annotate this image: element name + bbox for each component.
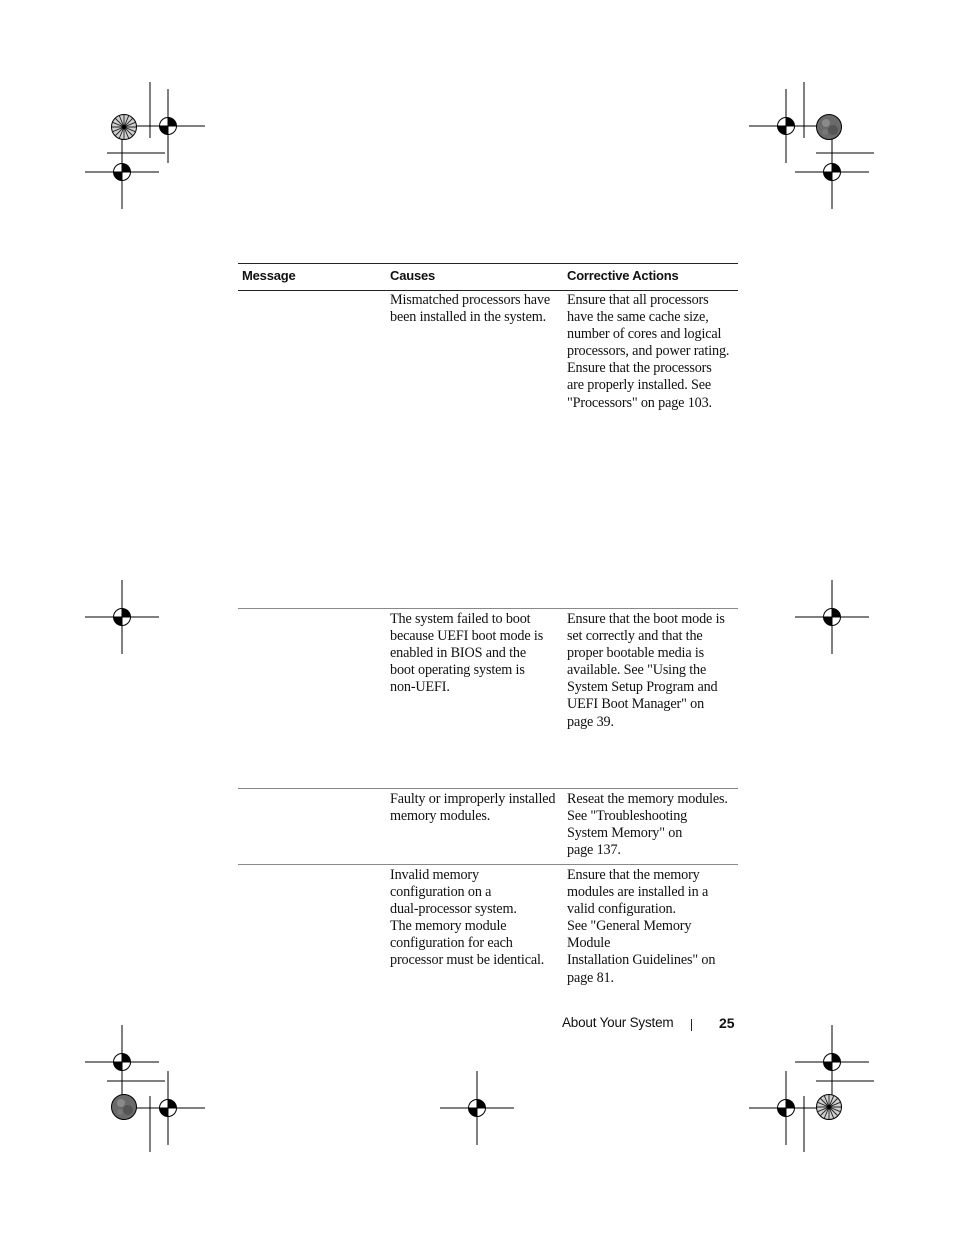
row-divider (238, 864, 738, 865)
row-actions: Ensure that the memory modules are installed in a valid configuration. See "General Memory Module Installation Guidelines" on page 81. (567, 867, 716, 986)
table-header (238, 263, 738, 291)
row-causes: The system failed to boot because UEFI boot mode is enabled in BIOS and the boot operating system is non-UEFI. (390, 611, 544, 696)
footer-separator (691, 1019, 692, 1031)
header-message: Message (242, 268, 296, 283)
header-causes: Causes (390, 268, 436, 283)
footer-section-title: About Your System (562, 1015, 674, 1030)
row-actions: Ensure that the boot mode is set correctly and that the proper bootable media is available. See "Using the System Setup Program and UEFI Boot Manager" on page 39. (567, 611, 725, 730)
header-corrective-actions: Corrective Actions (567, 268, 679, 283)
row-divider (238, 608, 738, 609)
row-causes: Invalid memory configuration on a dual-processor system. The memory module configuration for each processor must be identical. (390, 867, 545, 969)
row-actions: Ensure that all processors have the same cache size, number of cores and logical processors, and power rating. Ensure that the processors are properly installed. See "Processors" on page 103. (567, 292, 730, 411)
row-actions: Reseat the memory modules. See "Troubleshooting System Memory" on page 137. (567, 791, 728, 859)
row-causes: Mismatched processors have been installed in the system. (390, 292, 550, 326)
row-causes: Faulty or improperly installed memory modules. (390, 791, 556, 825)
row-divider (238, 788, 738, 789)
page-number: 25 (719, 1015, 735, 1031)
